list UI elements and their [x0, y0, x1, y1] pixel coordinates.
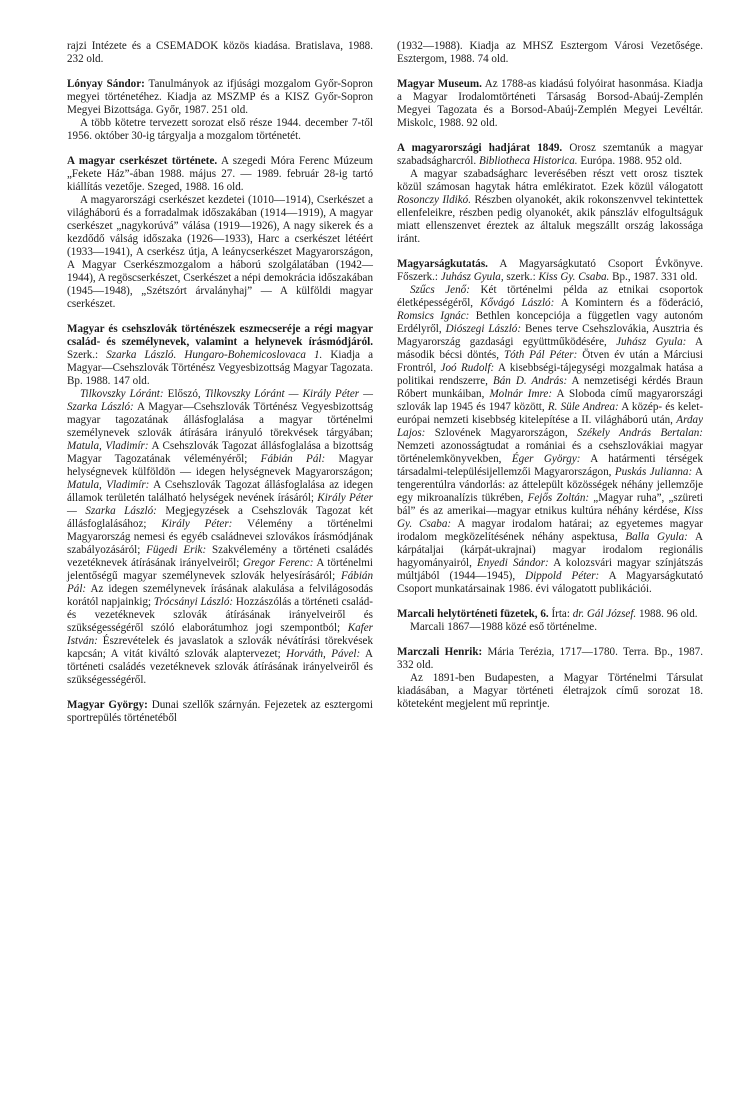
entry-text: A történeti családés vezetéknevek szlovák átírásának irányelveiről és szükségességéről.	[67, 648, 373, 686]
italic-name: Kafer István:	[67, 622, 373, 647]
italic-name: Székely András Bertalan:	[577, 427, 704, 439]
entry-text: A szegedi Móra Ferenc Múzeum „Fekete Ház”-ában 1988. május 27. — 1989. február 28-ig tartó kiállítás vezetője. Szeged, 1988. 16 old.	[67, 155, 373, 193]
entry-text: Mária Terézia, 1717—1780. Terra. Bp., 1987. 332 old.	[397, 646, 703, 671]
entry-text: A Magyarságkutató Csoport Évkönyve. Főszerk.:	[397, 258, 703, 283]
entry-text: Előszó,	[163, 388, 205, 400]
italic-name: Matula, Vladimír:	[67, 440, 149, 452]
entry-title: Magyar György:	[67, 699, 148, 711]
entry-heading-paragraph	[397, 646, 703, 672]
italic-name: Szűcs Jenő:	[410, 284, 470, 296]
entry-title: Lónyay Sándor:	[67, 78, 145, 90]
bibliography-entry	[67, 155, 373, 311]
bibliography-entry	[397, 142, 703, 246]
italic-name: Rosonczy Ildikó.	[397, 194, 472, 206]
entry-text: Két történelmi példa az etnikai csoportok életképességéről,	[397, 284, 703, 309]
italic-name: Tilkovszky Lóránt:	[80, 388, 164, 400]
entry-heading-paragraph	[397, 608, 703, 621]
entry-body-paragraph	[67, 194, 373, 311]
bibliography-entry	[67, 78, 373, 143]
entry-text: Bethlen koncepciója a független vagy autonóm Erdélyről,	[397, 310, 703, 335]
entry-text: Írta:	[548, 608, 573, 620]
italic-name: Bibliotheca Historica.	[478, 155, 578, 167]
entry-body-paragraph	[397, 621, 703, 634]
italic-name: Fügedi Erik:	[146, 544, 207, 556]
entry-text: Európa. 1988. 952 old.	[577, 155, 683, 167]
entry-body-paragraph	[67, 388, 373, 687]
entry-text: A közép- és kelet-európai nemzeti kisebbség kitelepítése a II. világháború után,	[397, 401, 704, 426]
entry-heading-paragraph	[67, 699, 373, 725]
bibliography-entry	[397, 608, 703, 634]
entry-text: Tanulmányok az ifjúsági mozgalom Győr-Sopron megyei történetéhez. Kiadja az MSZMP és a KISZ Győr-Sopron Megyei Bizottsága. Győr, 1987. 251 old.	[67, 78, 373, 116]
entry-title: Magyarságkutatás.	[397, 258, 488, 270]
entry-text: Észrevételek és javaslatok a szlovák névátírási törekvések kapcsán; A vitát kiváltó szlovák alaptervezet;	[67, 635, 373, 660]
entry-text: Megjegyzések a Csehszlovák Tagozat két állásfoglalásához;	[67, 505, 373, 530]
italic-name: Fábián Pál:	[260, 453, 326, 465]
italic-name: Bán D. András:	[492, 375, 568, 387]
entry-heading-paragraph	[397, 258, 703, 284]
italic-name: Fábián Pál:	[67, 570, 373, 595]
entry-text: A kisebbségi-tájegységi mozgalmak hatása a politikai rendszerre,	[397, 362, 703, 387]
entry-text: 1988. 96 old.	[636, 608, 698, 620]
bibliography-entry	[397, 78, 703, 130]
entry-text: Bp., 1987. 331 old.	[609, 271, 698, 283]
entry-text: Az idegen személynevek írásának alakulása a felvilágosodás korától napjainkig;	[67, 583, 373, 608]
italic-name: Juhász Gyula:	[616, 336, 687, 348]
entry-heading-paragraph	[67, 323, 373, 388]
entry-heading-paragraph	[67, 40, 373, 66]
italic-name: Matula, Vladimír:	[67, 479, 150, 491]
italic-name: Juhász Gyula,	[440, 271, 504, 283]
italic-name: Fejős Zoltán:	[527, 492, 590, 504]
bibliography-entry	[67, 699, 373, 725]
italic-name: Diószegi László:	[445, 323, 522, 335]
italic-name: Kiss Gy. Csaba.	[538, 271, 610, 283]
entry-text: Kiadja a Magyar—Csehszlovák Történész Vegyesbizottság Magyar Tagozata. Bp. 1988. 147 old.	[67, 349, 373, 387]
italic-name: Tilkovszky Lóránt — Király Péter — Szarka László:	[67, 388, 374, 413]
entry-title: A magyar cserkészet története.	[67, 155, 218, 167]
entry-text: Nemzeti azonosságtudat a romániai és a csehszlovákiai magyar történelemkönyvekben,	[397, 440, 703, 465]
italic-name: Király Péter — Szarka László:	[67, 492, 373, 517]
entry-body-paragraph	[397, 284, 703, 596]
entry-title: Magyar és csehszlovák történészek eszmecseréje a régi magyar család- és személynevek, valamint a helynevek írásmódjáról.	[67, 323, 373, 348]
entry-text: Részben olyanokét, akik rokonszenvvel tekintettek ellenfeleikre, részben pedig olyanokét, akik pánszláv elfogultságuk miatt ellenszenvet éreztek az általuk megszállt ország lakossága iránt.	[397, 194, 704, 245]
italic-name: Romsics Ignác:	[397, 310, 470, 322]
entry-text: „Magyar ruha”, „szüreti bál” és az amerikai—magyar etnikus kultúra néhány kérdése,	[397, 492, 704, 517]
entry-text: Orosz szemtanúk a magyar szabadságharcról.	[397, 142, 704, 167]
entry-text: A Csehszlovák Tagozat állásfoglalása a bizottság Magyar Tagozatának véleményéről;	[67, 440, 373, 465]
entry-text: szerk.:	[503, 271, 539, 283]
entry-text: A határmenti térségek társadalmi-településijellemzői Magyarországon,	[397, 453, 703, 478]
italic-name: R. Süle Andrea:	[547, 401, 619, 413]
entry-text: A Csehszlovák Tagozat állásfoglalása az idegen államok területén található helységek nevének írásáról;	[67, 479, 374, 504]
entry-text: Dunai szellők szárnyán. Fejezetek az esztergomi sportrepülés történetéből	[67, 699, 373, 724]
italic-name: Enyedi Sándor:	[477, 557, 549, 569]
entry-title: Marczali Henrik:	[397, 646, 483, 658]
entry-heading-paragraph	[67, 78, 373, 117]
right-column	[397, 40, 703, 723]
entry-text: Az 1788-as kiadású folyóirat hasonmása. Kiadja a Magyar Irodalomtörténeti Társaság Borsod-Abaúj-Zemplén Megyei Tagozata és a Borsod-Abaúj-Zemplén Megyei Levéltár. Miskolc, 1988. 92 old.	[397, 78, 703, 129]
italic-name: Dippold Péter:	[525, 570, 600, 582]
entry-text: A kolozsvári magyar színjátszás múltjából (1944—1945),	[397, 557, 703, 582]
italic-name: Éger György:	[511, 453, 581, 465]
entry-text: Marcali 1867—1988 közé eső történelme.	[410, 621, 597, 633]
bibliography-entry	[397, 646, 703, 711]
italic-name: Horváth, Pável:	[286, 648, 361, 660]
entry-text: A tengerentúlra vándorlás: az áttelepült közösségek néhány jellemzője egy mikroanalízis tükrében,	[397, 466, 703, 504]
entry-body-paragraph	[67, 117, 373, 143]
italic-name: dr. Gál József.	[572, 608, 637, 620]
entry-text: A Komintern és a föderáció,	[554, 297, 703, 309]
italic-name: Király Péter:	[161, 518, 233, 530]
entry-text: Az 1891-ben Budapesten, a Magyar Történelmi Társulat kiadásában, a Magyar történeti életrajzok című sorozat 18. köteteként megjelent mű reprintje.	[397, 672, 703, 710]
entry-text: A második bécsi döntés,	[397, 336, 703, 361]
italic-name: Balla Gyula:	[625, 531, 688, 543]
italic-name: Puskás Julianna:	[614, 466, 693, 478]
italic-name: Gregor Ferenc:	[242, 557, 314, 569]
entry-text: Szlovének Magyarországon,	[425, 427, 578, 439]
italic-name: Szarka László. Hungaro-Bohemicoslovaca 1.	[106, 349, 323, 361]
entry-text: A történelmi jelentőségű magyar személynevek szlovák helyesírásáról;	[67, 557, 373, 582]
entry-text: (1932—1988). Kiadja az MHSZ Esztergom Városi Vezetősége. Esztergom, 1988. 74 old.	[397, 40, 703, 65]
entry-title: A magyarországi hadjárat 1849.	[397, 142, 563, 154]
italic-name: Joó Rudolf:	[440, 362, 495, 374]
entry-text: Ötven év után a Márciusi Frontról,	[397, 349, 703, 374]
italic-name: Trócsányi László:	[153, 596, 234, 608]
entry-title: Marcali helytörténeti füzetek, 6.	[397, 608, 549, 620]
italic-name: Tóth Pál Péter:	[503, 349, 578, 361]
entry-text: A magyar irodalom határai; az egyetemes magyar irodalom megközelítésének néhány aspektusa,	[397, 518, 703, 543]
entry-text: Szerk.:	[67, 349, 107, 361]
left-column	[67, 40, 373, 737]
entry-text: Benes terve Csehszlovákia, Ausztria és Magyarország gazdasági együttműködésére,	[397, 323, 703, 348]
entry-title: Magyar Museum.	[397, 78, 482, 90]
entry-text: A magyarországi cserkészet kezdetei (1010—1914), Cserkészet a világháború és a forradalmak időszakában (1914—1919), A magyar cserkészet „nagykorúvá” válása (1919—1926), A nagy sikerek és a kezdődő válság időszaka (1926—1933), Harc a cserkészet létéért (1933—1941), A cserkész útja, A leánycserkészet Magyarországon, A Magyar Cserkészmozgalom a háború szolgálatában (1942—1944), A regöscserkészet, Cserkészet a népi demokrácia időszakában (1945—1948), „Szétszórt árvalányhaj” — A külföldi magyar cserkészet.	[67, 194, 373, 310]
entry-body-paragraph	[397, 168, 703, 246]
entry-text: A kárpátaljai (kárpát-ukrajnai) magyar irodalom regionális hagyományairól,	[397, 531, 703, 569]
entry-text: rajzi Intézete és a CSEMADOK közös kiadása. Bratislava, 1988. 232 old.	[67, 40, 373, 65]
entry-text: Szakvélemény a történeti családés vezetéknevek átírásának irányelveiről;	[67, 544, 373, 569]
italic-name: Molnár Imre:	[489, 388, 553, 400]
italic-name: Kiss Gy. Csaba:	[397, 505, 703, 530]
entry-text: A nemzetiségi kérdés Braun Róbert munkáiban,	[397, 375, 703, 400]
bibliography-entry	[67, 40, 373, 66]
entry-text: Vélemény a történelmi Magyarország nemesi és egyéb családnevei szlovákos írásmódjának szabályozásáról;	[67, 518, 374, 556]
entry-text: A Sloboda című magyarországi szlovák lap 1945 és 1947 között,	[397, 388, 703, 413]
entry-heading-paragraph	[397, 78, 703, 130]
bibliography-entry	[397, 258, 703, 596]
bibliography-entry	[67, 323, 373, 687]
entry-text: A magyar szabadságharc leverésében részt vett orosz tisztek közül számosan hagytak hátra emlékiratot. Ezek közül válogatott	[397, 168, 703, 193]
entry-text: Magyar helységnevek külföldön — idegen helységnevek Magyarországon;	[67, 453, 374, 478]
entry-text: Hozzászólás a történeti család- és vezetéknevek szlovák átírásának irányelveiről és szükségességéről szóló elaborátumhoz jogi szempontból;	[67, 596, 373, 634]
entry-heading-paragraph	[397, 40, 703, 66]
bibliography-entry	[397, 40, 703, 66]
entry-text: A Magyarságkutató Csoport munkatársainak 1986. évi válogatott publikációi.	[397, 570, 704, 595]
entry-text: A több kötetre tervezett sorozat első része 1944. december 7-től 1956. október 30-ig tárgyalja a mozgalom történetét.	[67, 117, 373, 142]
entry-body-paragraph	[397, 672, 703, 711]
entry-heading-paragraph	[67, 155, 373, 194]
entry-heading-paragraph	[397, 142, 703, 168]
entry-text: A Magyar—Csehszlovák Történész Vegyesbizottság magyar tagozatának állásfoglalása a magyar történelmi személynevek szlovák átírására irányuló törekvések tárgyában;	[67, 401, 373, 439]
italic-name: Arday Lajos:	[397, 414, 703, 439]
italic-name: Kővágó László:	[480, 297, 555, 309]
